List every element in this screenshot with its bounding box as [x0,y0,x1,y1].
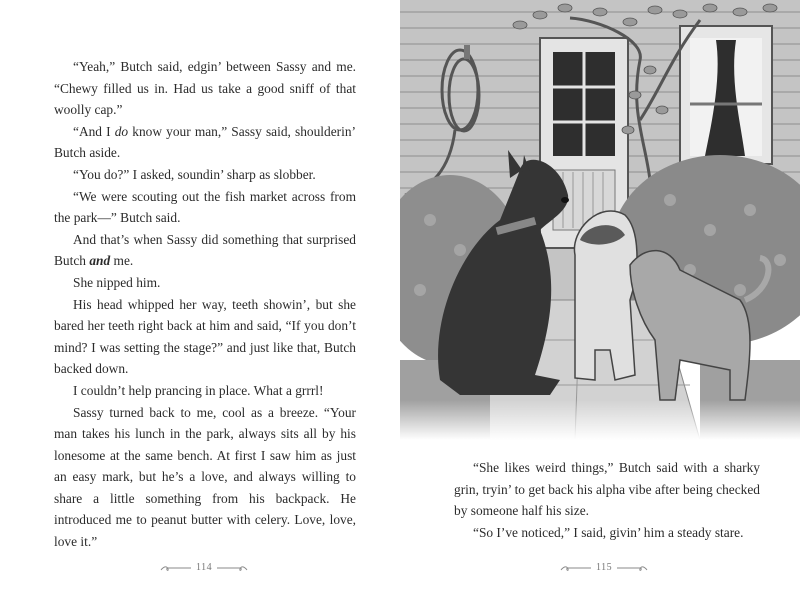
left-page-text [54,56,356,553]
page-number: 114 [160,562,248,573]
paragraph: His head whipped her way, teeth showin’, but she bared her teeth right back at him and said, “If you don’t mind? I was setting the stage?” and just like that, Butch backed down. [54,296,356,377]
page-number: 115 [560,562,648,573]
paragraph: She nipped him. [73,274,161,290]
flourish-left-icon [560,563,592,573]
paragraph: And that’s when Sassy did something that surprised Butch and me. [54,231,356,269]
paragraph: I couldn’t help prancing in place. What a grrrl! [73,382,324,398]
dogs-scene-illustration [400,0,800,440]
right-page-text [454,457,760,543]
paragraph: “She likes weird things,” Butch said with a sharky grin, tryin’ to get back his alpha vibe after being checked by someone half his size. [454,460,760,519]
flourish-right-icon [216,563,248,573]
emphasis: do [114,123,129,139]
flourish-left-icon [160,563,192,573]
flourish-right-icon [616,563,648,573]
paragraph: “You do?” I asked, soundin’ sharp as slobber. [73,166,316,182]
emphasis: and [89,253,111,269]
illustration-dogs-meeting [400,0,800,440]
paragraph: “And I do know your man,” Sassy said, shoulderin’ Butch aside. [54,123,356,161]
paragraph: “We were scouting out the fish market across from the park—” Butch said. [54,188,356,226]
paragraph: “Yeah,” Butch said, edgin’ between Sassy and me. “Chewy filled us in. Had us take a good sniff of that woolly cap.” [54,59,356,118]
right-page [400,0,800,600]
paragraph: Sassy turned back to me, cool as a breeze. “Your man takes his lunch in the park, always sits all by his lonesome at the same bench. At first I saw him as just an easy mark, but he’s a love, and always willing to share a little something from his backpack. He introduced me to peanut butter with celery. Love, love, love it.” [54,404,356,550]
paragraph: “So I’ve noticed,” I said, givin’ him a steady stare. [473,524,744,540]
